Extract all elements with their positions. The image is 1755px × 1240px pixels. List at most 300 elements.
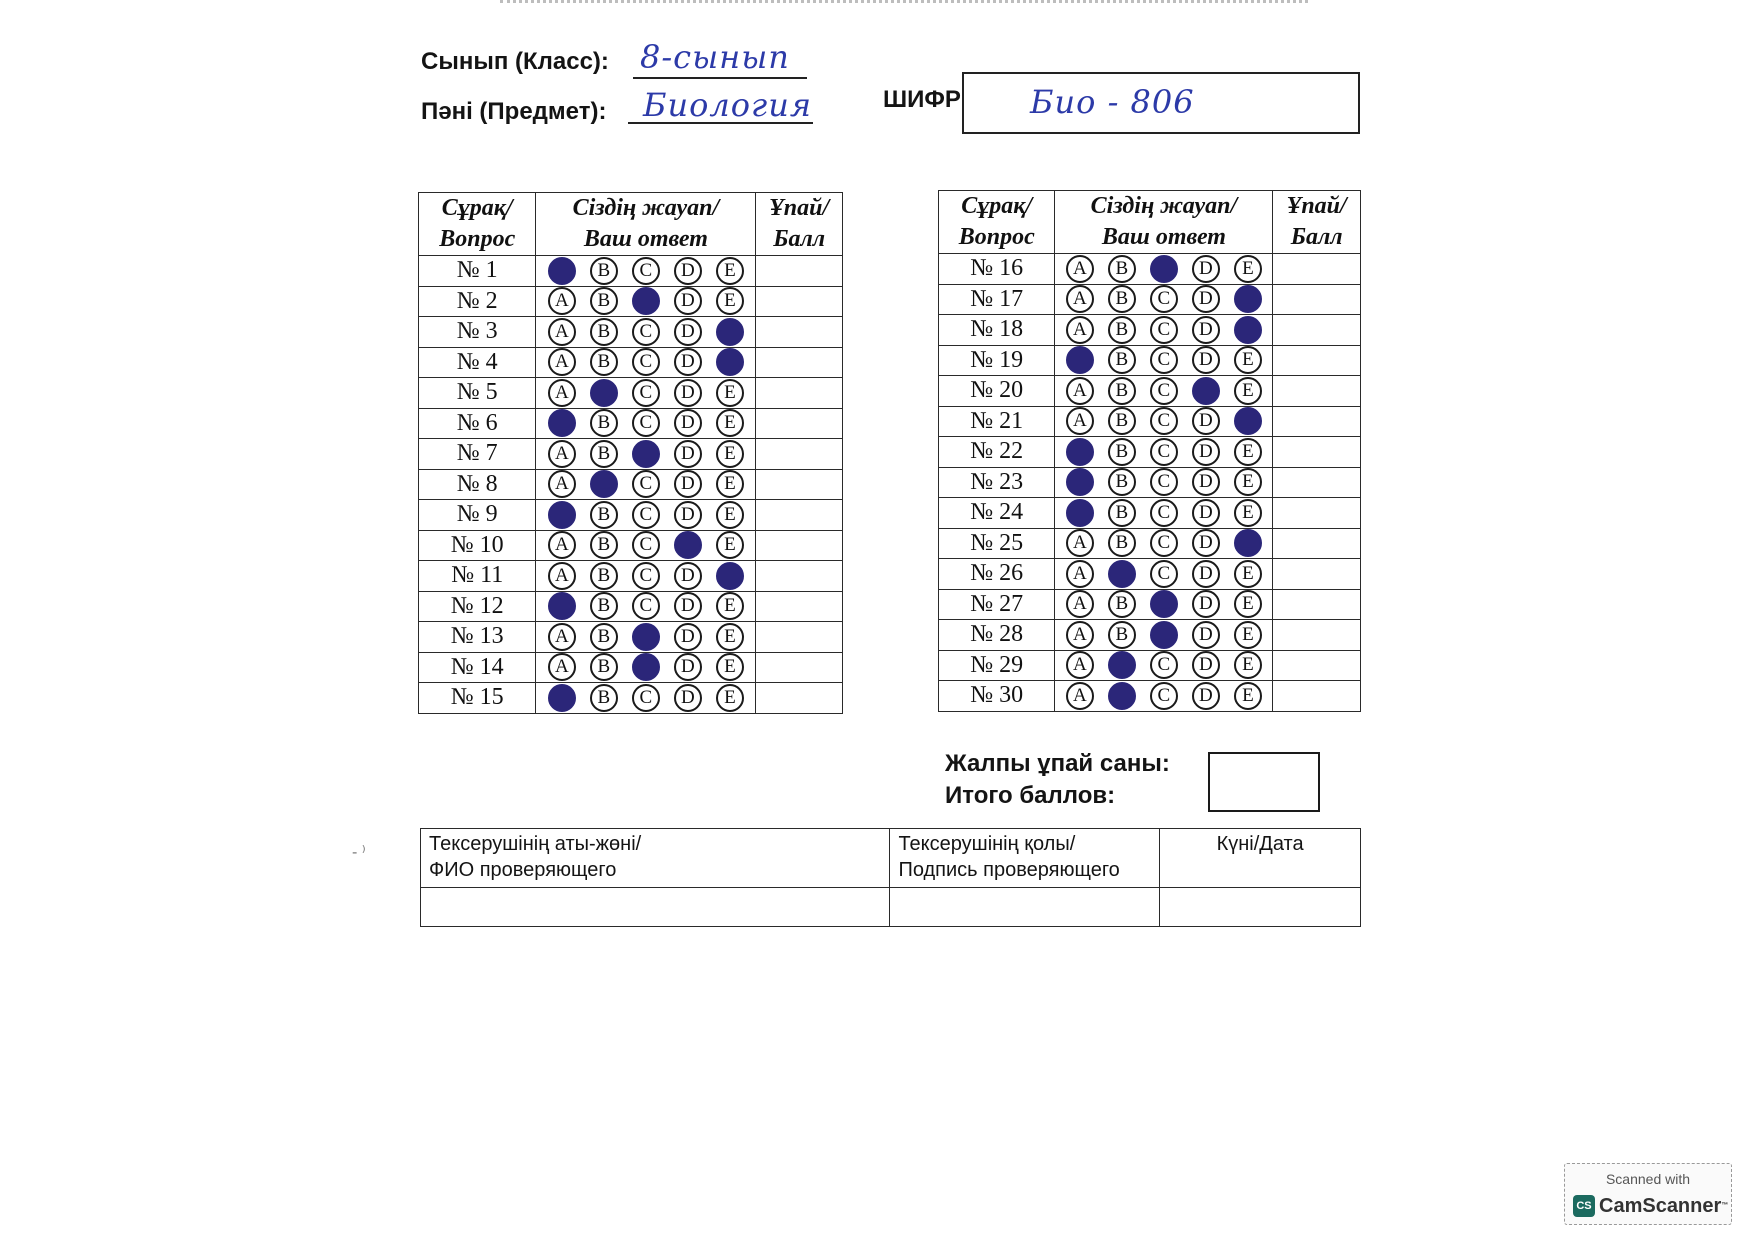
score-cell [756,317,843,348]
option-bubble-b[interactable]: B [590,684,618,712]
question-number: № 14 [419,652,536,683]
option-bubble-b[interactable]: B [590,287,618,315]
option-bubble-b[interactable]: B [1108,590,1136,618]
answer-row [939,589,1361,620]
option-bubble-e[interactable]: E [1234,255,1262,283]
answer-bubbles [536,683,756,714]
option-bubble-a[interactable] [548,257,576,285]
option-bubble-e[interactable]: E [716,531,744,559]
option-bubble-a[interactable]: A [548,562,576,590]
score-cell [756,591,843,622]
option-bubble-b[interactable] [590,379,618,407]
option-bubble-c[interactable]: C [1150,346,1178,374]
answer-bubbles [1055,498,1273,529]
answer-bubbles [536,561,756,592]
option-bubble-d[interactable]: D [674,440,702,468]
option-bubble-d[interactable]: D [1192,590,1220,618]
option-bubble-a[interactable]: A [548,318,576,346]
option-bubble-c[interactable]: C [632,379,660,407]
total-label [945,748,1170,812]
option-bubble-d[interactable]: D [674,257,702,285]
option-bubble-c[interactable]: C [1150,529,1178,557]
question-column-header: Сұрақ/ Вопрос [419,193,536,256]
option-bubble-a[interactable]: A [1066,316,1094,344]
option-bubble-a[interactable] [548,592,576,620]
option-bubble-e[interactable]: E [716,257,744,285]
option-bubble-c[interactable]: C [1150,682,1178,710]
score-cell [1273,681,1361,712]
option-bubble-b[interactable] [590,470,618,498]
option-bubble-a[interactable]: A [1066,621,1094,649]
option-bubble-d[interactable]: D [674,623,702,651]
option-bubble-a[interactable]: A [1066,377,1094,405]
answer-row [939,406,1361,437]
option-bubble-e[interactable] [1234,407,1262,435]
option-bubble-d[interactable]: D [1192,682,1220,710]
answer-row [419,439,843,470]
option-bubble-d[interactable]: D [674,318,702,346]
option-bubble-c[interactable] [1150,590,1178,618]
option-bubble-e[interactable]: E [1234,560,1262,588]
option-bubble-a[interactable]: A [1066,407,1094,435]
score-cell [1273,620,1361,651]
score-cell [1273,498,1361,529]
option-bubble-b[interactable]: B [590,348,618,376]
option-bubble-c[interactable]: C [632,501,660,529]
answer-bubbles [536,286,756,317]
score-cell [1273,650,1361,681]
question-column-header: Сұрақ/ Вопрос [939,191,1055,254]
option-bubble-d[interactable]: D [674,562,702,590]
score-cell [1273,589,1361,620]
option-bubble-c[interactable]: C [1150,407,1178,435]
option-bubble-a[interactable] [548,501,576,529]
score-cell [756,500,843,531]
answer-bubbles [536,652,756,683]
score-cell [756,561,843,592]
option-bubble-d[interactable] [674,531,702,559]
answer-row [939,315,1361,346]
question-number: № 2 [419,286,536,317]
option-bubble-e[interactable]: E [716,684,744,712]
answer-bubbles [536,530,756,561]
answer-row [419,347,843,378]
option-bubble-a[interactable]: A [548,440,576,468]
question-number: № 23 [939,467,1055,498]
option-bubble-c[interactable]: C [1150,438,1178,466]
option-bubble-d[interactable]: D [1192,407,1220,435]
camscanner-logo-icon: CS [1573,1195,1595,1217]
answer-row [419,530,843,561]
option-bubble-a[interactable]: A [548,348,576,376]
option-bubble-b[interactable]: B [1108,438,1136,466]
option-bubble-d[interactable]: D [1192,316,1220,344]
question-number: № 5 [419,378,536,409]
option-bubble-c[interactable] [632,623,660,651]
option-bubble-e[interactable]: E [1234,438,1262,466]
scanner-brand: CamScanner™ [1599,1195,1729,1217]
option-bubble-b[interactable]: B [1108,316,1136,344]
option-bubble-a[interactable]: A [548,531,576,559]
option-bubble-c[interactable]: C [1150,285,1178,313]
checker-signature-cell [890,888,1160,927]
answer-bubbles [536,591,756,622]
option-bubble-e[interactable] [1234,529,1262,557]
option-bubble-c[interactable]: C [1150,377,1178,405]
answer-bubbles [536,469,756,500]
option-bubble-e[interactable]: E [716,440,744,468]
option-bubble-c[interactable]: C [632,470,660,498]
option-bubble-a[interactable]: A [548,653,576,681]
answer-column-header: Сіздің жауап/ Ваш ответ [536,193,756,256]
answer-row [939,498,1361,529]
score-cell [756,652,843,683]
checker-date-header: Күні/Дата [1160,829,1361,888]
answer-bubbles [536,500,756,531]
class-label: Сынып (Класс): [421,48,609,75]
scanner-watermark [1564,1163,1732,1225]
score-column-header: Ұпай/ Балл [1273,191,1361,254]
option-bubble-e[interactable]: E [716,287,744,315]
answer-bubbles [1055,620,1273,651]
question-number: № 3 [419,317,536,348]
question-number: № 29 [939,650,1055,681]
option-bubble-b[interactable]: B [1108,377,1136,405]
answer-bubbles [1055,345,1273,376]
question-number: № 18 [939,315,1055,346]
option-bubble-e[interactable]: E [1234,346,1262,374]
question-number: № 22 [939,437,1055,468]
class-underline [633,77,807,79]
answer-table-left [418,192,843,714]
option-bubble-b[interactable]: B [590,501,618,529]
answer-row [939,620,1361,651]
option-bubble-b[interactable]: B [590,653,618,681]
question-number: № 16 [939,254,1055,285]
answer-bubbles [536,347,756,378]
option-bubble-a[interactable]: A [548,287,576,315]
answer-row [939,345,1361,376]
question-number: № 30 [939,681,1055,712]
option-bubble-d[interactable]: D [674,287,702,315]
option-bubble-b[interactable]: B [590,623,618,651]
checker-date-cell [1160,888,1361,927]
score-cell [756,683,843,714]
option-bubble-c[interactable] [1150,621,1178,649]
option-bubble-b[interactable]: B [590,592,618,620]
answer-row [939,650,1361,681]
option-bubble-e[interactable]: E [1234,682,1262,710]
option-bubble-a[interactable]: A [1066,682,1094,710]
option-bubble-c[interactable]: C [632,684,660,712]
option-bubble-e[interactable] [716,348,744,376]
answer-row [939,681,1361,712]
question-number: № 6 [419,408,536,439]
option-bubble-d[interactable]: D [674,501,702,529]
option-bubble-a[interactable]: A [548,470,576,498]
option-bubble-a[interactable]: A [1066,590,1094,618]
score-cell [756,286,843,317]
option-bubble-e[interactable]: E [716,592,744,620]
score-cell [756,378,843,409]
option-bubble-b[interactable]: B [590,257,618,285]
option-bubble-d[interactable]: D [674,653,702,681]
cipher-label: ШИФР [883,86,961,113]
option-bubble-b[interactable]: B [590,318,618,346]
question-number: № 26 [939,559,1055,590]
option-bubble-b[interactable]: B [1108,529,1136,557]
score-cell [1273,376,1361,407]
option-bubble-b[interactable]: B [590,531,618,559]
option-bubble-c[interactable]: C [632,318,660,346]
answer-row [419,500,843,531]
option-bubble-b[interactable]: B [1108,468,1136,496]
scan-speck: - ⁾ [352,844,366,861]
score-cell [1273,345,1361,376]
checker-table [420,828,1361,927]
option-bubble-b[interactable] [1108,651,1136,679]
option-bubble-c[interactable]: C [632,592,660,620]
answer-row [419,378,843,409]
option-bubble-d[interactable] [1192,377,1220,405]
option-bubble-c[interactable]: C [1150,316,1178,344]
option-bubble-c[interactable] [1150,255,1178,283]
option-bubble-e[interactable]: E [716,409,744,437]
option-bubble-a[interactable]: A [1066,529,1094,557]
score-cell [756,439,843,470]
score-cell [1273,254,1361,285]
option-bubble-c[interactable]: C [632,257,660,285]
option-bubble-a[interactable] [1066,438,1094,466]
answer-bubbles [536,622,756,653]
answer-row [939,284,1361,315]
score-cell [1273,315,1361,346]
answer-bubbles [1055,559,1273,590]
option-bubble-e[interactable]: E [1234,621,1262,649]
answer-row [939,437,1361,468]
answer-bubbles [1055,406,1273,437]
score-cell [1273,284,1361,315]
option-bubble-e[interactable]: E [716,653,744,681]
option-bubble-e[interactable]: E [1234,590,1262,618]
score-cell [756,530,843,561]
answer-bubbles [1055,315,1273,346]
answer-bubbles [536,378,756,409]
option-bubble-d[interactable]: D [1192,529,1220,557]
option-bubble-a[interactable] [548,409,576,437]
question-number: № 27 [939,589,1055,620]
option-bubble-e[interactable]: E [716,623,744,651]
score-cell [1273,437,1361,468]
answer-row [419,408,843,439]
score-cell [756,347,843,378]
answer-row [419,469,843,500]
option-bubble-b[interactable]: B [1108,285,1136,313]
option-bubble-d[interactable]: D [674,592,702,620]
option-bubble-c[interactable]: C [632,409,660,437]
option-bubble-c[interactable]: C [632,348,660,376]
option-bubble-a[interactable] [1066,468,1094,496]
option-bubble-e[interactable]: E [1234,499,1262,527]
option-bubble-a[interactable]: A [1066,560,1094,588]
subject-label: Пәні (Предмет): [421,98,607,125]
option-bubble-c[interactable]: C [1150,499,1178,527]
question-number: № 13 [419,622,536,653]
option-bubble-d[interactable]: D [1192,468,1220,496]
subject-value: Биология [643,86,812,124]
question-number: № 21 [939,406,1055,437]
question-number: № 8 [419,469,536,500]
option-bubble-e[interactable] [1234,285,1262,313]
option-bubble-d[interactable]: D [674,470,702,498]
answer-bubbles [1055,284,1273,315]
option-bubble-a[interactable]: A [548,623,576,651]
total-score-box [1208,752,1320,812]
option-bubble-d[interactable]: D [674,379,702,407]
answer-bubbles [536,256,756,287]
answer-bubbles [1055,650,1273,681]
answer-row [419,286,843,317]
score-cell [756,622,843,653]
question-number: № 20 [939,376,1055,407]
option-bubble-b[interactable]: B [590,409,618,437]
question-number: № 1 [419,256,536,287]
option-bubble-c[interactable]: C [1150,651,1178,679]
option-bubble-c[interactable]: C [632,562,660,590]
checker-name-header: Тексерушінің аты-жөні/ ФИО проверяющего [421,829,890,888]
option-bubble-d[interactable]: D [1192,346,1220,374]
question-number: № 28 [939,620,1055,651]
answer-row [939,467,1361,498]
option-bubble-b[interactable]: B [1108,255,1136,283]
answer-row [939,376,1361,407]
score-cell [756,256,843,287]
answer-bubbles [1055,589,1273,620]
answer-table-right [938,190,1361,712]
score-cell [1273,406,1361,437]
question-number: № 10 [419,530,536,561]
option-bubble-d[interactable]: D [1192,499,1220,527]
cipher-value: Био - 806 [1030,83,1195,121]
answer-row [419,591,843,622]
option-bubble-b[interactable]: B [1108,499,1136,527]
score-cell [756,408,843,439]
score-cell [1273,559,1361,590]
option-bubble-a[interactable]: A [1066,651,1094,679]
option-bubble-e[interactable]: E [1234,651,1262,679]
option-bubble-e[interactable]: E [716,470,744,498]
score-cell [1273,528,1361,559]
option-bubble-b[interactable] [1108,682,1136,710]
question-number: № 11 [419,561,536,592]
option-bubble-e[interactable]: E [1234,377,1262,405]
answer-bubbles [1055,376,1273,407]
answer-bubbles [1055,254,1273,285]
option-bubble-c[interactable] [632,440,660,468]
checker-name-cell [421,888,890,927]
answer-row [939,559,1361,590]
option-bubble-c[interactable]: C [1150,560,1178,588]
option-bubble-d[interactable]: D [1192,438,1220,466]
option-bubble-e[interactable]: E [716,501,744,529]
score-column-header: Ұпай/ Балл [756,193,843,256]
option-bubble-e[interactable] [1234,316,1262,344]
option-bubble-a[interactable] [1066,346,1094,374]
question-number: № 25 [939,528,1055,559]
option-bubble-d[interactable]: D [1192,621,1220,649]
option-bubble-e[interactable] [716,562,744,590]
answer-bubbles [536,317,756,348]
answer-bubbles [1055,437,1273,468]
option-bubble-c[interactable] [632,287,660,315]
question-number: № 15 [419,683,536,714]
question-number: № 24 [939,498,1055,529]
answer-bubbles [536,408,756,439]
answer-row [419,622,843,653]
option-bubble-e[interactable] [716,318,744,346]
question-number: № 7 [419,439,536,470]
option-bubble-a[interactable] [1066,499,1094,527]
option-bubble-d[interactable]: D [1192,255,1220,283]
option-bubble-c[interactable] [632,653,660,681]
answer-bubbles [1055,467,1273,498]
answer-bubbles [536,439,756,470]
option-bubble-d[interactable]: D [1192,560,1220,588]
option-bubble-a[interactable]: A [548,379,576,407]
total-label-kk: Жалпы ұпай саны: [945,750,1170,777]
scanner-caption: Scanned with [1605,1171,1691,1187]
option-bubble-b[interactable]: B [1108,346,1136,374]
answer-row [419,652,843,683]
question-number: № 9 [419,500,536,531]
option-bubble-d[interactable]: D [674,409,702,437]
answer-row [419,683,843,714]
question-number: № 19 [939,345,1055,376]
total-label-ru: Итого баллов: [945,782,1116,809]
option-bubble-b[interactable]: B [590,562,618,590]
option-bubble-d[interactable]: D [674,684,702,712]
answer-row [419,317,843,348]
option-bubble-d[interactable]: D [1192,285,1220,313]
question-number: № 12 [419,591,536,622]
option-bubble-b[interactable] [1108,560,1136,588]
answer-row [939,254,1361,285]
option-bubble-d[interactable]: D [674,348,702,376]
option-bubble-a[interactable] [548,684,576,712]
option-bubble-a[interactable]: A [1066,285,1094,313]
option-bubble-d[interactable]: D [1192,651,1220,679]
option-bubble-b[interactable]: B [1108,407,1136,435]
option-bubble-b[interactable]: B [1108,621,1136,649]
option-bubble-c[interactable]: C [1150,468,1178,496]
option-bubble-a[interactable]: A [1066,255,1094,283]
question-number: № 17 [939,284,1055,315]
option-bubble-c[interactable]: C [632,531,660,559]
answer-column-header: Сіздің жауап/ Ваш ответ [1055,191,1273,254]
answer-row [419,561,843,592]
class-value: 8-сынып [640,38,790,76]
score-cell [1273,467,1361,498]
option-bubble-e[interactable]: E [716,379,744,407]
option-bubble-b[interactable]: B [590,440,618,468]
option-bubble-e[interactable]: E [1234,468,1262,496]
answer-row [419,256,843,287]
answer-bubbles [1055,681,1273,712]
answer-bubbles [1055,528,1273,559]
answer-row [939,528,1361,559]
checker-signature-header: Тексерушінің қолы/ Подпись проверяющего [890,829,1160,888]
score-cell [756,469,843,500]
